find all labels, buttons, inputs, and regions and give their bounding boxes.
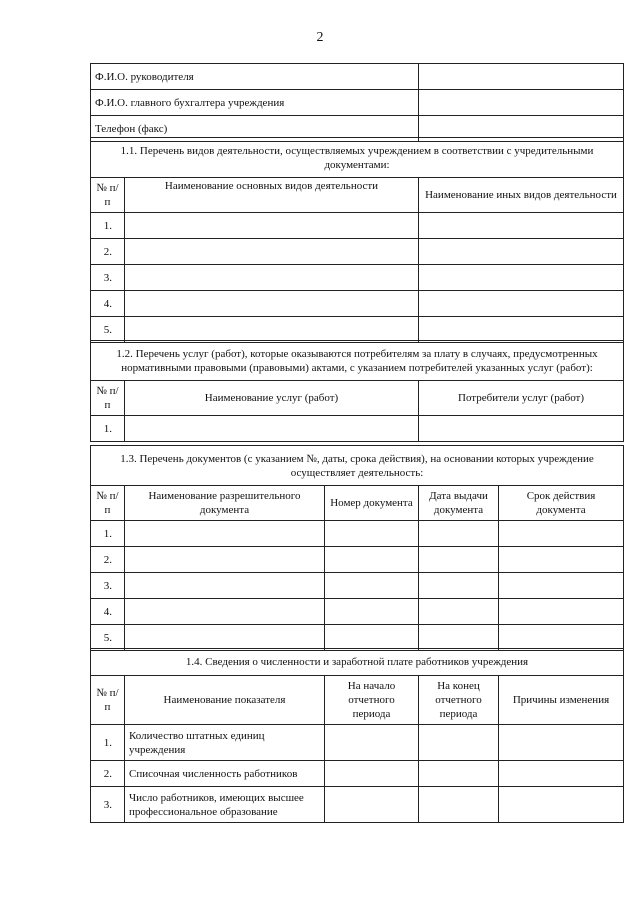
main-activity-cell[interactable] <box>125 317 419 343</box>
indicator-name: Списочная численность работников <box>125 761 325 787</box>
table-row <box>91 547 624 573</box>
table-row <box>91 265 624 291</box>
validity-cell[interactable] <box>499 573 624 599</box>
row-number: 2. <box>91 547 125 573</box>
section-services-table <box>90 340 623 442</box>
validity-cell[interactable] <box>499 599 624 625</box>
col-number-header: № п/п <box>91 381 125 416</box>
col-validity-header: Срок действия документа <box>499 486 624 521</box>
col-change-reason-header: Причины изменения <box>499 676 624 725</box>
change-reason-cell[interactable] <box>499 725 624 761</box>
main-activity-cell[interactable] <box>125 265 419 291</box>
other-activity-cell[interactable] <box>419 317 624 343</box>
row-number: 5. <box>91 625 125 651</box>
row-number: 3. <box>91 787 125 823</box>
table-row <box>91 239 624 265</box>
issue-date-cell[interactable] <box>419 521 499 547</box>
period-start-cell[interactable] <box>325 787 419 823</box>
row-number: 1. <box>91 521 125 547</box>
col-main-activities-header: Наименование основных видов деятельности <box>125 178 419 213</box>
table-row <box>91 599 624 625</box>
table-row <box>91 291 624 317</box>
col-number-header: № п/п <box>91 676 125 725</box>
table-row <box>91 213 624 239</box>
validity-cell[interactable] <box>499 547 624 573</box>
chief-accountant-field[interactable] <box>419 90 624 116</box>
table-row <box>91 573 624 599</box>
table-row <box>91 317 624 343</box>
issue-date-cell[interactable] <box>419 599 499 625</box>
col-indicator-header: Наименование показателя <box>125 676 325 725</box>
col-number-header: № п/п <box>91 486 125 521</box>
col-number-header: № п/п <box>91 178 125 213</box>
issue-date-cell[interactable] <box>419 625 499 651</box>
col-period-start-header: На начало отчетного периода <box>325 676 419 725</box>
change-reason-cell[interactable] <box>499 787 624 823</box>
table-row <box>91 625 624 651</box>
row-number: 3. <box>91 265 125 291</box>
period-end-cell[interactable] <box>419 761 499 787</box>
section-services-title: 1.2. Перечень услуг (работ), которые оказываются потребителям за плату в случаях, предусмотренных нормативными правовыми (правовыми) актами, с указанием потребителей указанных услуг (работ): <box>91 341 624 381</box>
row-number: 1. <box>91 725 125 761</box>
head-of-institution-field[interactable] <box>419 64 624 90</box>
table-row <box>91 521 624 547</box>
other-activity-cell[interactable] <box>419 239 624 265</box>
service-name-cell[interactable] <box>125 416 419 442</box>
document-name-cell[interactable] <box>125 573 325 599</box>
period-start-cell[interactable] <box>325 725 419 761</box>
col-document-name-header: Наименование разрешительного документа <box>125 486 325 521</box>
col-consumers-header: Потребители услуг (работ) <box>419 381 624 416</box>
document-name-cell[interactable] <box>125 625 325 651</box>
table-row <box>91 90 624 116</box>
row-number: 4. <box>91 599 125 625</box>
period-end-cell[interactable] <box>419 725 499 761</box>
other-activity-cell[interactable] <box>419 213 624 239</box>
table-row <box>91 64 624 90</box>
header-info-table <box>90 63 623 142</box>
table-row <box>91 761 624 787</box>
col-service-name-header: Наименование услуг (работ) <box>125 381 419 416</box>
section-documents-title: 1.3. Перечень документов (с указанием №, даты, срока действия), на основании которых учреждение осуществляет деятельность: <box>91 446 624 486</box>
row-number: 1. <box>91 416 125 442</box>
document-name-cell[interactable] <box>125 599 325 625</box>
phone-fax-label: Телефон (факс) <box>91 116 419 142</box>
validity-cell[interactable] <box>499 625 624 651</box>
issue-date-cell[interactable] <box>419 573 499 599</box>
row-number: 1. <box>91 213 125 239</box>
period-end-cell[interactable] <box>419 787 499 823</box>
other-activity-cell[interactable] <box>419 265 624 291</box>
period-start-cell[interactable] <box>325 761 419 787</box>
section-documents-table <box>90 445 623 651</box>
consumers-cell[interactable] <box>419 416 624 442</box>
col-other-activities-header: Наименование иных видов деятельности <box>419 178 624 213</box>
section-activities-table <box>90 137 623 343</box>
indicator-name: Количество штатных единиц учреждения <box>125 725 325 761</box>
row-number: 2. <box>91 761 125 787</box>
document-number-cell[interactable] <box>325 547 419 573</box>
section-staff-title: 1.4. Сведения о численности и заработной плате работников учреждения <box>91 649 624 676</box>
row-number: 2. <box>91 239 125 265</box>
main-activity-cell[interactable] <box>125 291 419 317</box>
col-document-number-header: Номер документа <box>325 486 419 521</box>
document-number-cell[interactable] <box>325 599 419 625</box>
document-number-cell[interactable] <box>325 573 419 599</box>
page-number: 2 <box>316 30 324 45</box>
document-number-cell[interactable] <box>325 521 419 547</box>
row-number: 5. <box>91 317 125 343</box>
document-number-cell[interactable] <box>325 625 419 651</box>
row-number: 4. <box>91 291 125 317</box>
chief-accountant-label: Ф.И.О. главного бухгалтера учреждения <box>91 90 419 116</box>
col-period-end-header: На конец отчетного периода <box>419 676 499 725</box>
table-row <box>91 787 624 823</box>
other-activity-cell[interactable] <box>419 291 624 317</box>
section-activities-title: 1.1. Перечень видов деятельности, осуществляемых учреждением в соответствии с учредительными документами: <box>91 138 624 178</box>
section-staff-table <box>90 648 623 823</box>
main-activity-cell[interactable] <box>125 239 419 265</box>
table-row <box>91 725 624 761</box>
indicator-name: Число работников, имеющих высшее профессиональное образование <box>125 787 325 823</box>
col-issue-date-header: Дата выдачи документа <box>419 486 499 521</box>
main-activity-cell[interactable] <box>125 213 419 239</box>
document-name-cell[interactable] <box>125 547 325 573</box>
table-row <box>91 416 624 442</box>
document-name-cell[interactable] <box>125 521 325 547</box>
validity-cell[interactable] <box>499 521 624 547</box>
change-reason-cell[interactable] <box>499 761 624 787</box>
row-number: 3. <box>91 573 125 599</box>
issue-date-cell[interactable] <box>419 547 499 573</box>
head-of-institution-label: Ф.И.О. руководителя <box>91 64 419 90</box>
